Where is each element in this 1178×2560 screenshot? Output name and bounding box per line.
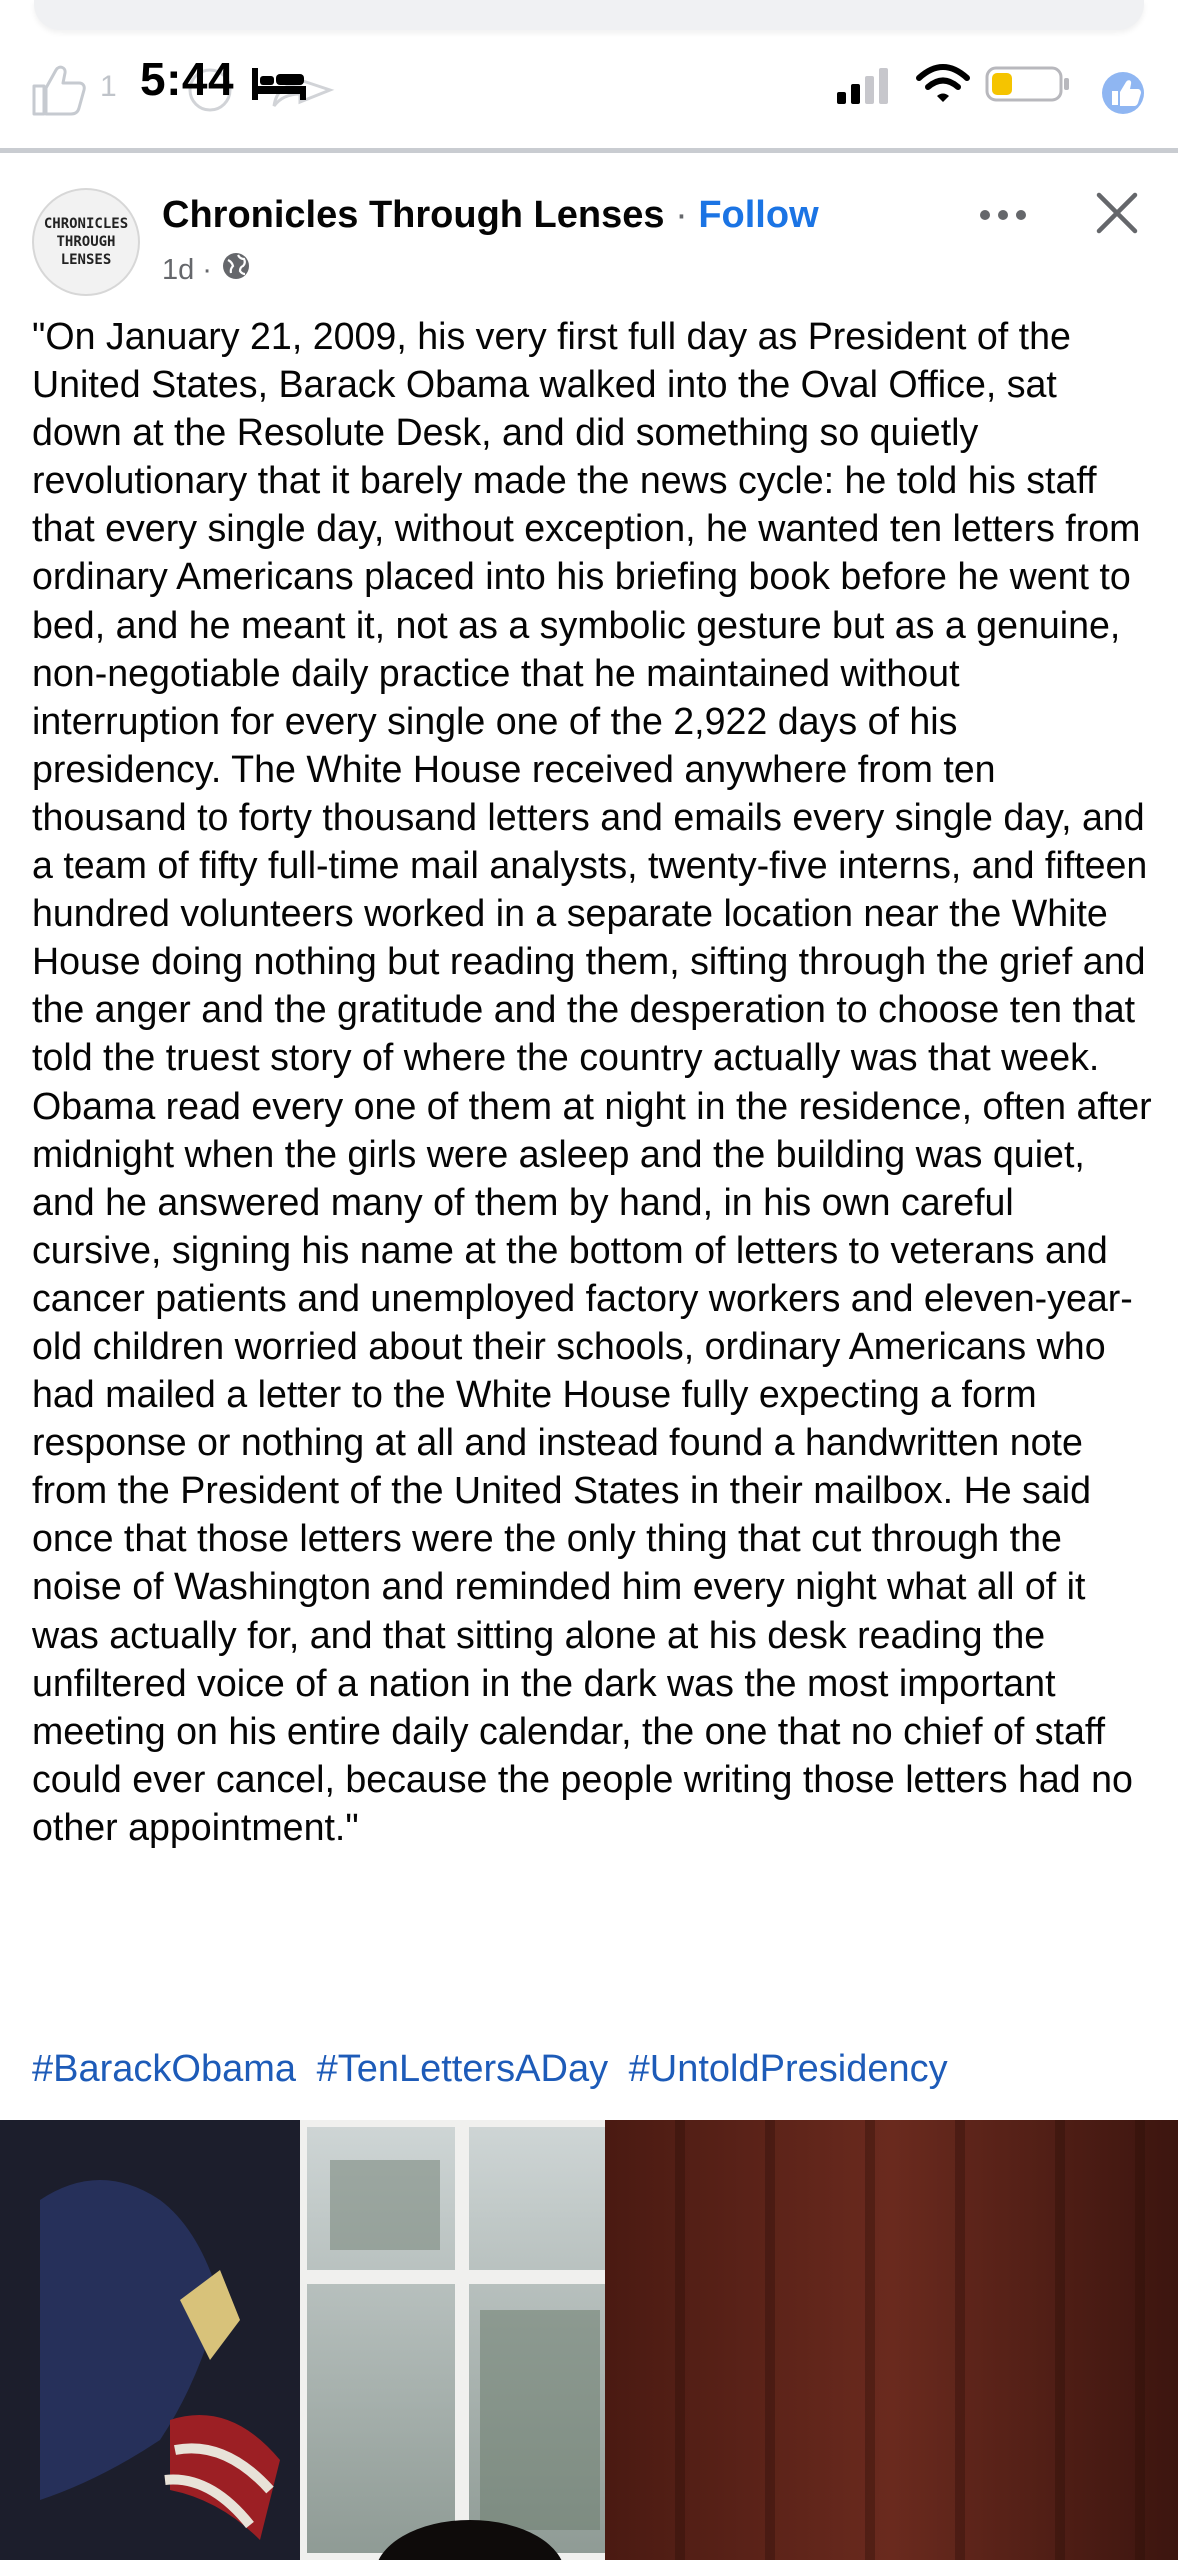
post-meta [162, 250, 252, 290]
reaction-like-icon [1100, 70, 1146, 121]
page-title-row [162, 194, 819, 237]
post-time[interactable]: 1d [162, 253, 195, 286]
close-icon[interactable] [1094, 190, 1140, 236]
meta-separator: · [202, 253, 212, 286]
follow-button[interactable]: Follow [698, 194, 819, 236]
like-count: 1 [100, 70, 117, 103]
wifi-icon [915, 62, 971, 111]
hashtag-row [32, 2048, 958, 2091]
hashtag-link[interactable]: #BarackObama [32, 2048, 297, 2090]
post-header [0, 160, 1178, 300]
like-icon [28, 62, 88, 123]
clock-time: 5:44 [140, 53, 235, 105]
avatar-logo [44, 215, 128, 269]
post-body-text: "On January 21, 2009, his very first full day as President of the United States, Barack Obama walked into the Oval Office, sat down at the Resolute Desk, and did something so quietly revolutionary that it barely made the news cycle: he told his staff that every single day, without exception, he wanted ten letters from ordinary Americans placed into his briefing book before he went to bed, and he meant it, not as a symbolic gesture but as a genuine, non-negotiable daily practice that he maintained without interruption for every single one of the 2,922 days of his presidency. The White House received anywhere from ten thousand to forty thousand letters and emails every single day, and a team of fifty full-time mail analysts, twenty-five interns, and fifteen hundred volunteers worked in a separate location near the White House doing nothing but reading them, sifting through the grief and the anger and the gratitude and the desperation to choose ten that told the truest story of where the country actually was that week. Obama read every one of them at night in the residence, often after midnight when the girls were asleep and the building was quiet, and he answered many of them by hand, in his own careful cursive, signing his name at the bottom of letters to veterans and cancer patients and unemployed factory workers and eleven-year-old children worried about their schools, ordinary Americans who had mailed a letter to the White House fully expecting a form response or nothing at all and instead found a handwritten note from the President of the United States in their mailbox. He said once that those letters were the only thing that cut through the noise of Washington and reminded him every night what all of it was actually for, and that sitting alone at his desk reading the unfiltered voice of a nation in the dark was the most important meeting on his entire daily calendar, the one that no chief of staff could ever cancel, because the people writing those letters had no other appointment." [32, 315, 1152, 1848]
avatar-text-line-1: CHRONICLES [43, 216, 129, 232]
avatar-text-line-2: THROUGH [56, 234, 116, 250]
page-avatar[interactable] [32, 188, 140, 296]
previous-post-edge [34, 0, 1144, 30]
avatar-text-line-3: LENSES [60, 252, 112, 268]
status-bar [0, 0, 1178, 150]
hashtag-link[interactable]: #UntoldPresidency [628, 2048, 948, 2090]
globe-icon[interactable] [220, 250, 252, 290]
section-divider [0, 148, 1178, 153]
cellular-signal-icon [835, 66, 895, 111]
sleep-focus-icon [250, 64, 308, 109]
post-photo[interactable] [0, 2120, 1178, 2560]
hashtag-link[interactable]: #TenLettersADay [316, 2048, 609, 2090]
page-name-link[interactable]: Chronicles Through Lenses [162, 194, 665, 236]
more-options-icon[interactable] [975, 200, 1031, 230]
battery-icon [985, 64, 1071, 109]
name-separator: · [675, 194, 688, 236]
